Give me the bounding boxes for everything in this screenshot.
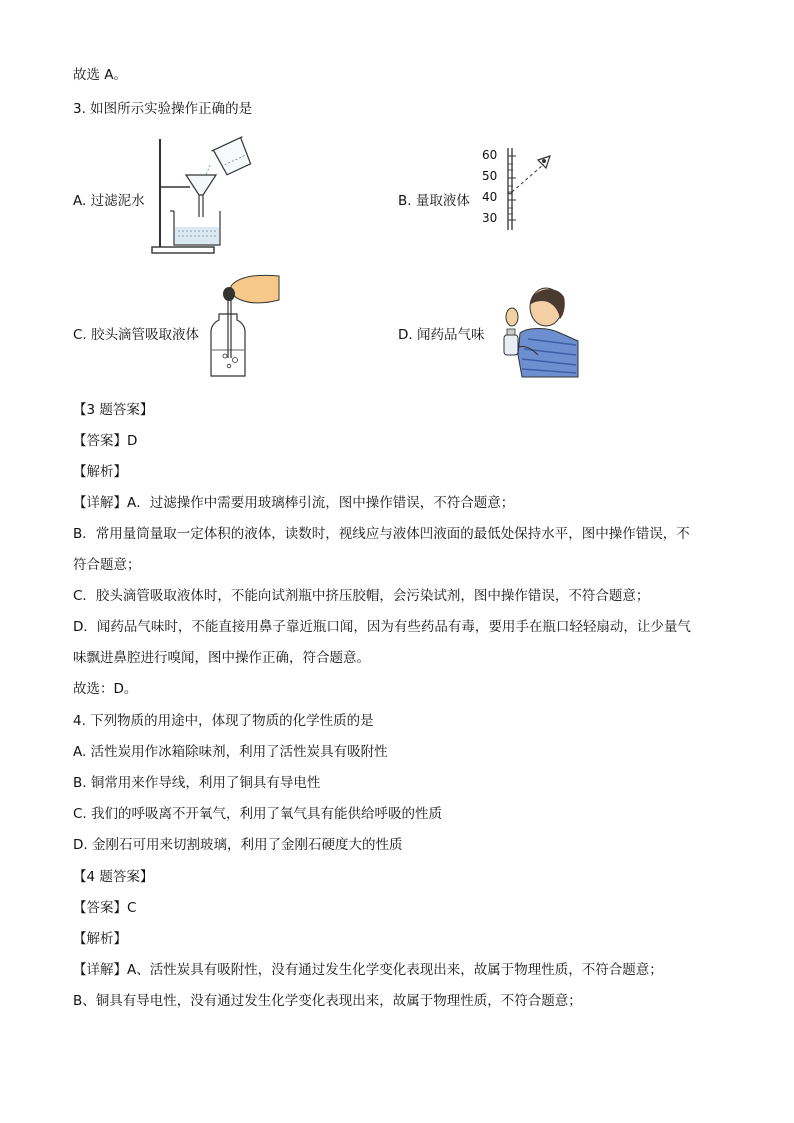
option-b-label: B. 量取液体 (398, 193, 470, 209)
tick-label: 50 (482, 169, 498, 183)
question-3-stem: 3. 如图所示实验操作正确的是 (73, 101, 253, 117)
tick-label: 40 (482, 190, 498, 204)
option-text: C. 我们的呼吸离不开氧气，利用了氧气具有能供给呼吸的性质 (73, 806, 443, 822)
cylinder-scale (482, 150, 497, 234)
analysis-text: C．胶头滴管吸取液体时，不能向试剂瓶中挤压胶帽，会污染试剂，图中操作错误，不符合题意； (73, 588, 650, 604)
analysis-text: B、铜具有导电性，没有通过发生化学变化表现出来，故属于物理性质，不符合题意； (73, 993, 582, 1009)
section-header: 【3 题答案】 (73, 402, 154, 418)
question-4-stem: 4. 下列物质的用途中，体现了物质的化学性质的是 (73, 713, 374, 729)
option-text: D. 金刚石可用来切割玻璃，利用了金刚石硬度大的性质 (73, 837, 403, 853)
option-c-label: C. 胶头滴管吸取液体 (73, 327, 200, 343)
choice-line: 故选：D。 (73, 681, 138, 697)
option-a-label: A. 过滤泥水 (73, 193, 145, 209)
answer-line: 【答案】D (73, 433, 138, 449)
tick-label: 30 (482, 211, 498, 225)
filtration-figure (150, 135, 260, 257)
analysis-text: 【详解】A、活性炭具有吸附性，没有通过发生化学变化表现出来，故属于物理性质，不符合题意； (73, 962, 663, 978)
analysis-text: D．闻药品气味时，不能直接用鼻子靠近瓶口闻，因为有些药品有毒，要用手在瓶口轻轻扇动，让少量气 (73, 619, 691, 635)
analysis-text: 符合题意； (73, 557, 141, 573)
option-text: B. 铜常用来作导线，利用了铜具有导电性 (73, 775, 321, 791)
analysis-text: 味飘进鼻腔进行嗅闻，图中操作正确，符合题意。 (73, 650, 370, 666)
analysis-text: B．常用量筒量取一定体积的液体，读数时，视线应与液体凹液面的最低处保持水平，图中操作错误，不 (73, 526, 690, 542)
option-text: A. 活性炭用作冰箱除味剂，利用了活性炭具有吸附性 (73, 744, 388, 760)
graduated-cylinder-figure (478, 146, 558, 232)
analysis-header: 【解析】 (73, 464, 127, 480)
text-line: 故选 A。 (73, 67, 128, 83)
dropper-figure (205, 270, 285, 382)
smelling-figure (498, 283, 580, 379)
analysis-header: 【解析】 (73, 931, 127, 947)
section-header: 【4 题答案】 (73, 869, 154, 885)
option-d-label: D. 闻药品气味 (398, 327, 485, 343)
analysis-text: 【详解】A．过滤操作中需要用玻璃棒引流，图中操作错误，不符合题意； (73, 495, 515, 511)
answer-line: 【答案】C (73, 900, 137, 916)
tick-label: 60 (482, 148, 498, 162)
